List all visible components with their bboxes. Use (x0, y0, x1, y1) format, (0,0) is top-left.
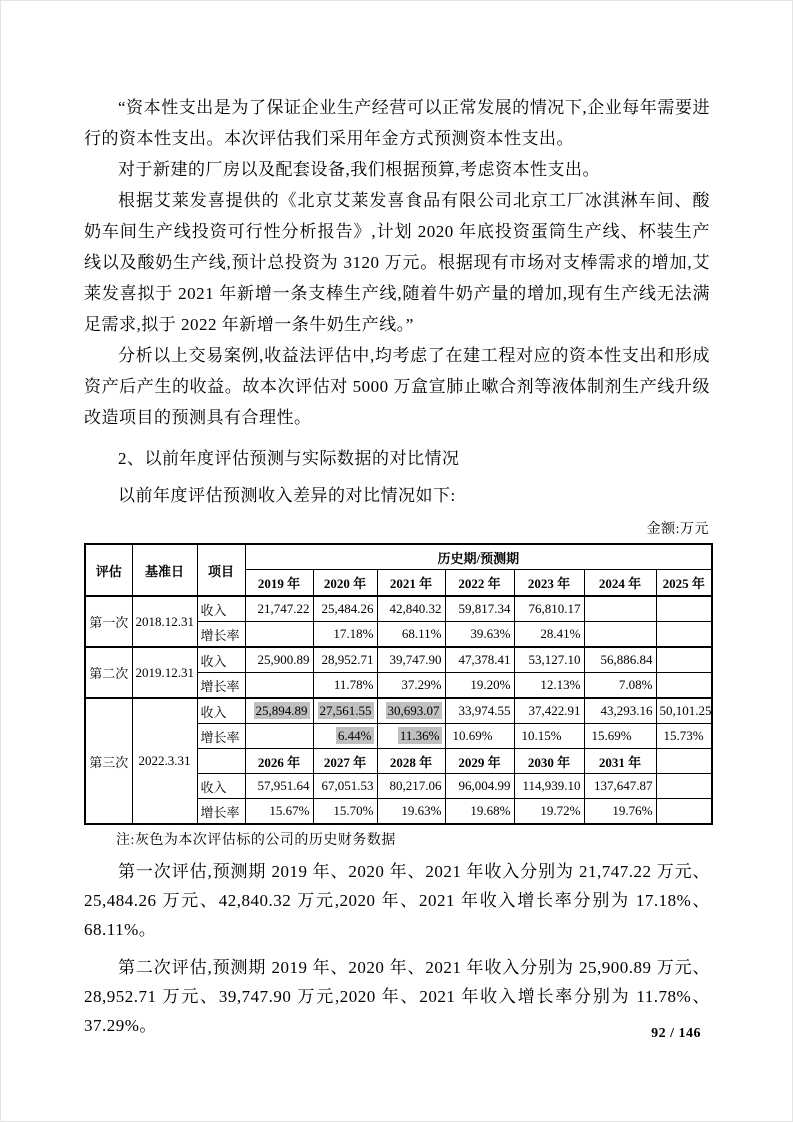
value-cell: 37,422.91 (514, 698, 584, 724)
paragraph-ailaifaxi-report: 根据艾莱发喜提供的《北京艾莱发喜食品有限公司北京工厂冰淇淋车间、酸奶车间生产线投资可行性分析报告》,计划 2020 年底投资蛋筒生产线、杯装生产线以及酸奶生产线,预计总投资为 3120 万元。根据现有市场对支棒需求的增加,艾莱发喜拟于 2021 年新增一条支棒生产线,随着牛奶产量的增加,现有生产线无法满足需求,拟于 2022 年新增一条牛奶生产线。” (84, 191, 710, 334)
row-label-income: 收入 (197, 774, 245, 799)
paragraph-case-analysis: 分析以上交易案例,收益法评估中,均考虑了在建工程对应的资本性支出和形成资产后产生的收益。故本次评估对 5000 万盒宣肺止嗽合剂等液体制剂生产线升级改造项目的预测具有合理性。 (84, 346, 710, 427)
base-date-1: 2018.12.31 (132, 596, 197, 647)
value-cell-highlighted (377, 724, 445, 749)
value-cell: 76,810.17 (514, 596, 584, 622)
eval-round-3: 第三次 (85, 698, 132, 824)
paragraph-new-plant: 对于新建的厂房以及配套设备,我们根据预算,考虑资本性支出。 (118, 160, 600, 179)
value-cell: 39,747.90 (377, 647, 445, 673)
value-cell: 57,951.64 (245, 774, 313, 799)
value-cell: 53,127.10 (514, 647, 584, 673)
year-header: 2030 年 (514, 749, 584, 774)
value-cell: 19.63% (377, 799, 445, 825)
year-header: 2028 年 (377, 749, 445, 774)
year-header: 2021 年 (377, 570, 445, 597)
year-header: 2029 年 (445, 749, 514, 774)
empty-cell (245, 724, 313, 749)
paragraph-first-eval-summary: 第一次评估,预测期 2019 年、2020 年、2021 年收入分别为 21,747.22 万元、25,484.26 万元、42,840.32 万元,2020 年、2021 年收入增长率分别为 17.18%、68.11%。 (84, 862, 710, 939)
value-cell: 19.76% (584, 799, 656, 825)
year-header: 2025 年 (656, 570, 712, 597)
paragraph-second-eval-summary: 第二次评估,预测期 2019 年、2020 年、2021 年收入分别为 25,900.89 万元、28,952.71 万元、39,747.90 万元,2020 年、2021 年收入增长率分别为 11.78%、37.29%。 (84, 958, 710, 1035)
value-cell: 17.18% (313, 622, 377, 648)
row-label-income: 收入 (197, 596, 245, 622)
value-cell: 68.11% (377, 622, 445, 648)
value-cell-highlighted (313, 724, 377, 749)
value-cell: 11.78% (313, 673, 377, 699)
revenue-forecast-comparison-table (84, 543, 713, 825)
value-cell-highlighted (313, 698, 377, 724)
value-cell: 19.68% (445, 799, 514, 825)
empty-cell (656, 647, 712, 673)
value-cell: 37.29% (377, 673, 445, 699)
value-cell: 137,647.87 (584, 774, 656, 799)
value-cell: 43,293.16 (584, 698, 656, 724)
history-highlight: 27,561.55 (319, 703, 372, 718)
eval-round-2: 第二次 (85, 647, 132, 698)
table-unit-label: 金额:万元 (646, 522, 709, 537)
value-cell: 15.70% (313, 799, 377, 825)
value-cell: 47,378.41 (445, 647, 514, 673)
value-cell: 28.41% (514, 622, 584, 648)
value-cell-highlighted (377, 698, 445, 724)
empty-cell (584, 622, 656, 648)
year-header: 2026 年 (245, 749, 313, 774)
col-header-item: 项目 (197, 544, 245, 596)
eval-round-1: 第一次 (85, 596, 132, 647)
paragraph-capex-definition: “资本性支出是为了保证企业生产经营可以正常发展的情况下,企业每年需要进行的资本性支出。本次评估我们采用年金方式预测资本性支出。 (84, 98, 710, 148)
value-cell: 80,217.06 (377, 774, 445, 799)
value-cell: 114,939.10 (514, 774, 584, 799)
base-date-2: 2019.12.31 (132, 647, 197, 698)
row-label-growth: 增长率 (197, 673, 245, 699)
empty-cell (245, 673, 313, 699)
value-cell: 15.69% (584, 724, 656, 749)
section-heading-comparison: 2、以前年度评估预测与实际数据的对比情况 (118, 449, 460, 468)
row-label-growth: 增长率 (197, 724, 245, 749)
value-cell: 28,952.71 (313, 647, 377, 673)
empty-cell (197, 749, 245, 774)
table-row (85, 698, 712, 724)
value-cell: 15.73% (656, 724, 712, 749)
col-header-base-date: 基准日 (132, 544, 197, 596)
row-label-income: 收入 (197, 647, 245, 673)
value-cell-highlighted (245, 698, 313, 724)
value-cell: 50,101.25 (656, 698, 712, 724)
year-header: 2024 年 (584, 570, 656, 597)
value-cell: 7.08% (584, 673, 656, 699)
paragraph-table-leadin: 以前年度评估预测收入差异的对比情况如下: (118, 486, 456, 505)
year-header: 2023 年 (514, 570, 584, 597)
history-highlight: 30,693.07 (387, 703, 440, 718)
empty-cell (656, 673, 712, 699)
empty-cell (656, 799, 712, 825)
value-cell: 33,974.55 (445, 698, 514, 724)
value-cell: 15.67% (245, 799, 313, 825)
value-cell: 25,484.26 (313, 596, 377, 622)
empty-cell (656, 774, 712, 799)
col-header-period: 历史期/预测期 (245, 544, 712, 570)
col-header-eval: 评估 (85, 544, 132, 596)
empty-cell (656, 622, 712, 648)
value-cell: 96,004.99 (445, 774, 514, 799)
value-cell: 42,840.32 (377, 596, 445, 622)
year-header: 2027 年 (313, 749, 377, 774)
table-row (85, 596, 712, 622)
history-highlight: 11.36% (399, 728, 440, 743)
page-number: 92 / 146 (651, 1026, 701, 1041)
value-cell: 19.20% (445, 673, 514, 699)
empty-cell (656, 596, 712, 622)
year-header: 2031 年 (584, 749, 656, 774)
value-cell: 21,747.22 (245, 596, 313, 622)
row-label-growth: 增长率 (197, 799, 245, 825)
year-header: 2022 年 (445, 570, 514, 597)
history-highlight: 6.44% (337, 728, 372, 743)
value-cell: 25,900.89 (245, 647, 313, 673)
value-cell: 56,886.84 (584, 647, 656, 673)
value-cell: 12.13% (514, 673, 584, 699)
row-label-growth: 增长率 (197, 622, 245, 648)
table-footnote: 注:灰色为本次评估标的公司的历史财务数据 (116, 833, 396, 848)
year-header: 2020 年 (313, 570, 377, 597)
empty-cell (584, 596, 656, 622)
value-cell: 10.69% (445, 724, 514, 749)
value-cell: 10.15% (514, 724, 584, 749)
empty-cell (245, 622, 313, 648)
value-cell: 19.72% (514, 799, 584, 825)
value-cell: 39.63% (445, 622, 514, 648)
table-row (85, 647, 712, 673)
value-cell: 67,051.53 (313, 774, 377, 799)
base-date-3: 2022.3.31 (132, 698, 197, 824)
year-header: 2019 年 (245, 570, 313, 597)
row-label-income: 收入 (197, 698, 245, 724)
history-highlight: 25,894.89 (255, 703, 308, 718)
empty-cell (656, 749, 712, 774)
value-cell: 59,817.34 (445, 596, 514, 622)
